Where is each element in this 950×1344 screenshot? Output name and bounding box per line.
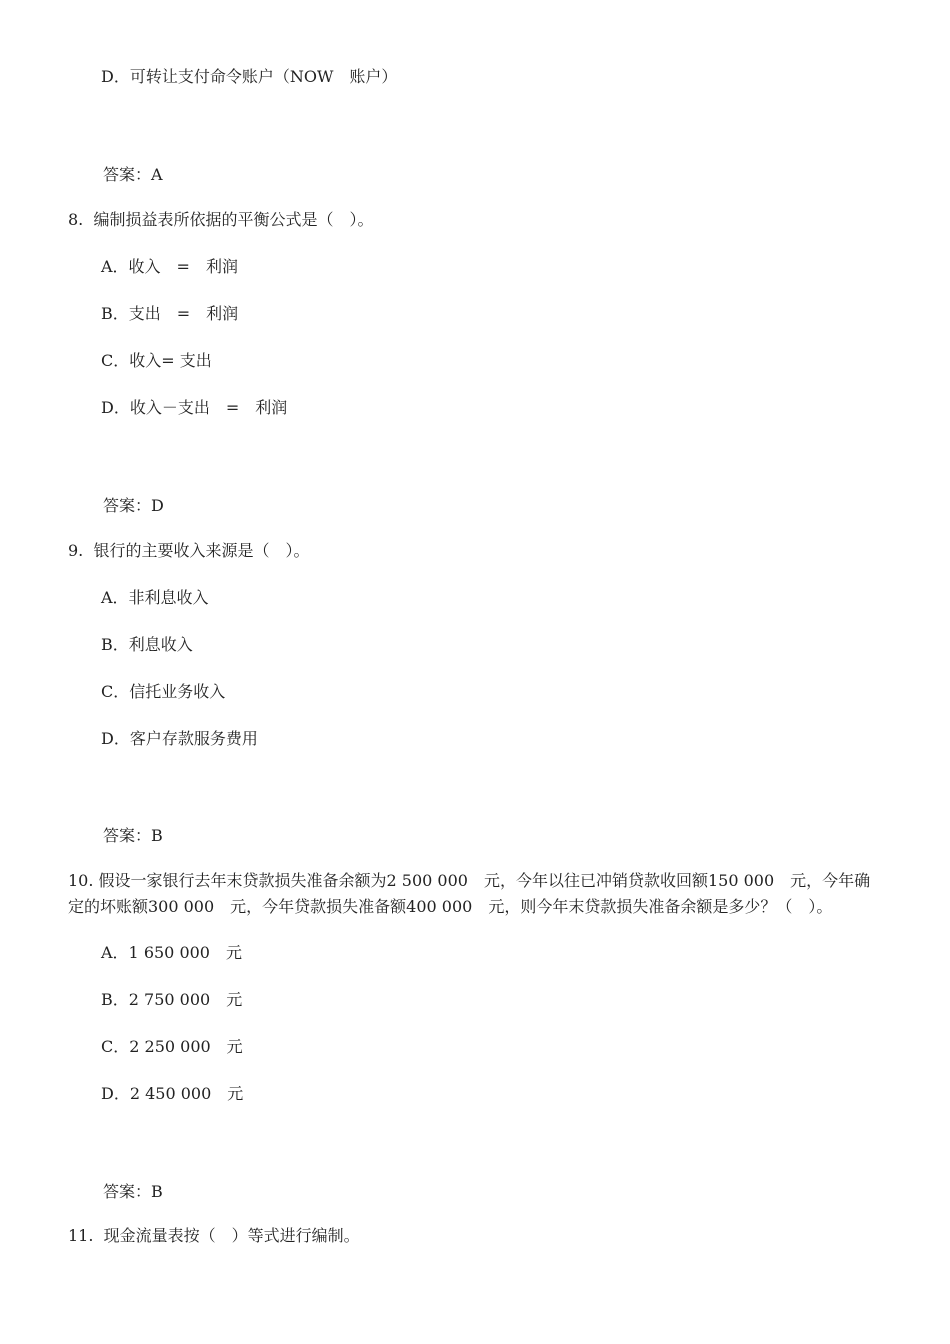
option-9-c: C．信托业务收入: [101, 682, 226, 701]
option-10-d: D．2 450 000 元: [101, 1084, 244, 1103]
option-10-c: C．2 250 000 元: [101, 1037, 243, 1056]
option-8-d: D．收入－支出 = 利润: [101, 398, 288, 417]
option-8-b: B．支出 = 利润: [101, 304, 239, 323]
answer-9: 答案：B: [103, 826, 163, 845]
option-10-a: A．1 650 000 元: [101, 943, 242, 962]
answer-10: 答案：B: [103, 1182, 163, 1201]
question-8: 8. 编制损益表所依据的平衡公式是（ ）。: [68, 210, 374, 229]
answer-7: 答案：A: [103, 165, 163, 184]
option-8-a: A．收入 = 利润: [101, 257, 238, 276]
option-8-c: C．收入= 支出: [101, 351, 212, 370]
option-7-d: D．可转让支付命令账户（NOW 账户）: [101, 67, 398, 86]
option-9-a: A．非利息收入: [101, 588, 209, 607]
question-9: 9. 银行的主要收入来源是（ ）。: [68, 541, 310, 560]
answer-8: 答案：D: [103, 496, 164, 515]
option-9-d: D．客户存款服务费用: [101, 729, 258, 748]
question-10: 10. 假设一家银行去年末贷款损失准备余额为2 500 000 元，今年以往已冲销贷款收回额150 000 元，今年确定的坏账额300 000 元，今年贷款损失准备额400 000 元，则今年末贷款损失准备余额是多少？（ ）。: [68, 871, 871, 916]
option-10-b: B．2 750 000 元: [101, 990, 243, 1009]
question-11: 11. 现金流量表按（ ）等式进行编制。: [68, 1226, 360, 1245]
option-9-b: B．利息收入: [101, 635, 193, 654]
